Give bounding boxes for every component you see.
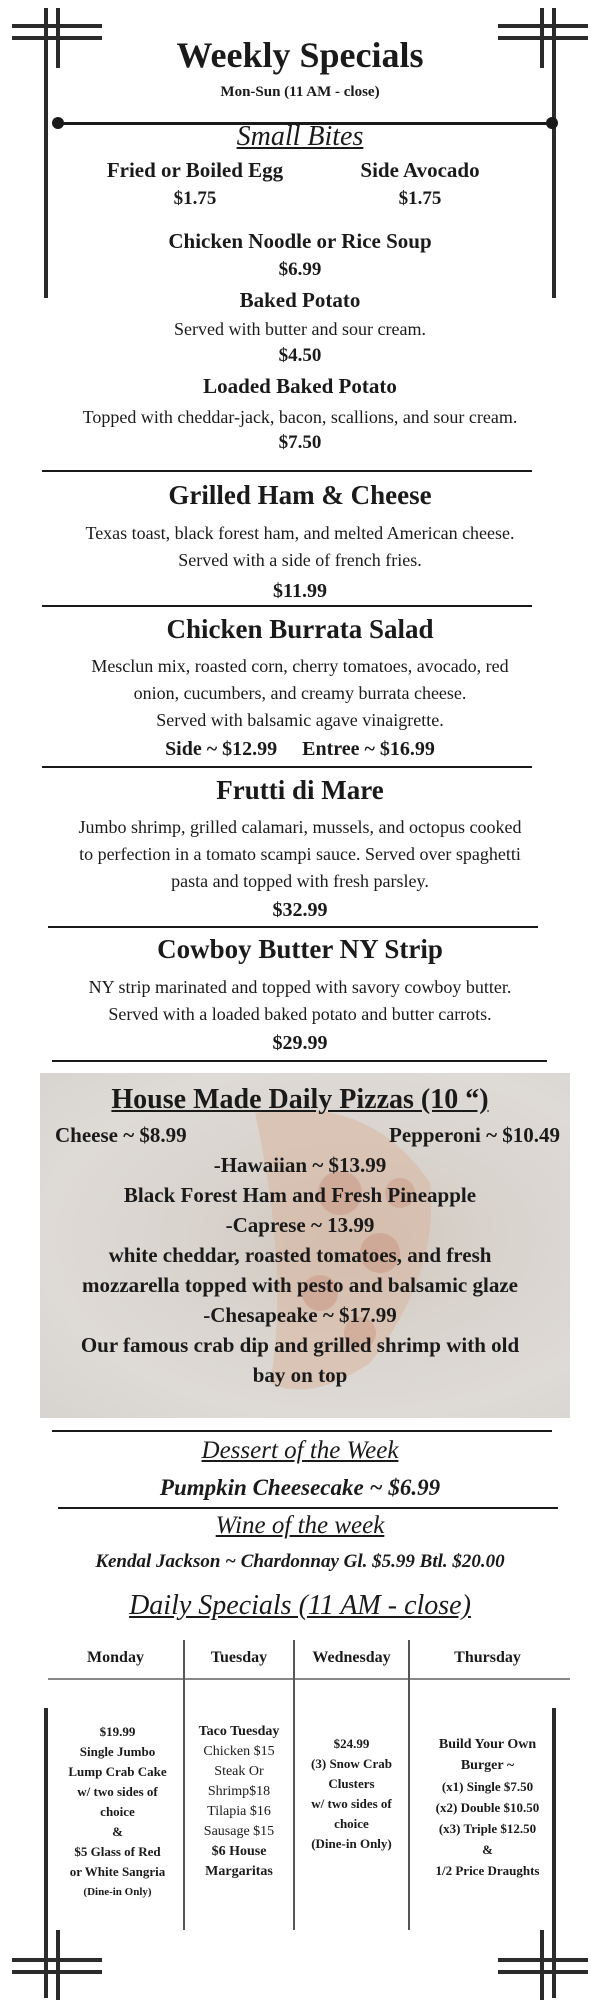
monday-line: (Dine-in Only) <box>83 1886 152 1898</box>
wednesday-line: (Dine-in Only) <box>311 1836 392 1851</box>
monday-line: w/ two sides of <box>77 1784 158 1799</box>
monday-special <box>52 1722 183 1902</box>
small-bites-heading: Small Bites <box>236 121 364 152</box>
pizza-line-3: -Caprese ~ 13.99 <box>225 1213 375 1237</box>
cowboy-name: Cowboy Butter NY Strip <box>157 934 443 964</box>
tuesday-line: Margaritas <box>205 1864 273 1879</box>
avocado-name: Side Avocado <box>360 158 480 182</box>
thursday-line: (x3) Triple $12.50 <box>438 1821 537 1836</box>
frutti-desc-3: pasta and topped with fresh parsley. <box>171 871 429 891</box>
egg-price: $1.75 <box>173 188 217 209</box>
frutti-price: $32.99 <box>272 899 328 921</box>
wednesday-line: Clusters <box>328 1776 375 1791</box>
dessert-item: Pumpkin Cheesecake ~ $6.99 <box>159 1475 441 1500</box>
thursday-line: Burger ~ <box>460 1758 515 1773</box>
monday-line: $5 Glass of Red <box>74 1844 161 1859</box>
divider <box>52 1430 552 1432</box>
thursday-line: & <box>482 1842 493 1857</box>
pizza-line-2: Black Forest Ham and Fresh Pineapple <box>123 1183 477 1207</box>
ham-price: $11.99 <box>273 580 327 602</box>
salad-desc-3: Served with balsamic agave vinaigrette. <box>156 710 444 730</box>
ham-name: Grilled Ham & Cheese <box>168 480 432 510</box>
tuesday-line: Steak Or <box>214 1764 264 1779</box>
loaded-potato-price: $7.50 <box>278 432 322 453</box>
salad-price: Side ~ $12.99 Entree ~ $16.99 <box>165 738 435 760</box>
cowboy-desc-2: Served with a loaded baked potato and butter carrots. <box>108 1004 492 1024</box>
monday-line: or White Sangria <box>69 1864 166 1879</box>
salad-desc-1: Mesclun mix, roasted corn, cherry tomatoes, avocado, red <box>91 656 509 676</box>
tuesday-line: Taco Tuesday <box>198 1724 280 1739</box>
pizza-line-1: -Hawaiian ~ $13.99 <box>213 1153 387 1177</box>
monday-line: & <box>112 1824 123 1839</box>
cowboy-price: $29.99 <box>272 1032 328 1054</box>
wednesday-special <box>295 1734 408 1854</box>
day-header-thursday: Thursday <box>454 1649 521 1666</box>
divider <box>42 470 532 472</box>
egg-name: Fried or Boiled Egg <box>106 158 284 182</box>
thursday-line: 1/2 Price Draughts <box>435 1863 540 1878</box>
pizza-pepperoni: Pepperoni ~ $10.49 <box>389 1123 560 1147</box>
thursday-special <box>410 1734 565 1881</box>
divider <box>58 1507 558 1509</box>
frutti-desc-2: to perfection in a tomato scampi sauce. Served over spaghetti <box>79 844 521 864</box>
divider <box>48 926 538 928</box>
page-subtitle: Mon-Sun (11 AM - close) <box>220 84 380 100</box>
divider <box>42 605 532 607</box>
wednesday-line: (3) Snow Crab <box>311 1756 392 1771</box>
soup-name: Chicken Noodle or Rice Soup <box>168 229 432 253</box>
pizza-line-8: bay on top <box>252 1363 348 1387</box>
frutti-desc-1: Jumbo shrimp, grilled calamari, mussels, and octopus cooked <box>78 817 522 837</box>
wednesday-line: choice <box>334 1816 369 1831</box>
wine-item: Kendal Jackson ~ Chardonnay Gl. $5.99 Btl. $20.00 <box>95 1551 505 1572</box>
pizza-line-7: Our famous crab dip and grilled shrimp with old <box>80 1333 520 1357</box>
soup-price: $6.99 <box>278 259 322 280</box>
tuesday-line: Tilapia $16 <box>207 1804 271 1819</box>
pizza-heading: House Made Daily Pizzas (10 “) <box>111 1084 489 1115</box>
tuesday-line: Shrimp$18 <box>207 1784 271 1799</box>
cowboy-desc-1: NY strip marinated and topped with savory cowboy butter. <box>88 977 512 997</box>
frutti-name: Frutti di Mare <box>216 775 384 805</box>
baked-potato-desc: Served with butter and sour cream. <box>174 319 426 339</box>
monday-line: $19.99 <box>99 1724 136 1739</box>
wednesday-line: $24.99 <box>333 1736 370 1751</box>
thursday-line: (x1) Single $7.50 <box>441 1779 534 1794</box>
pizza-line-5: mozzarella topped with pesto and balsamic glaze <box>82 1273 518 1297</box>
thursday-line: Build Your Own <box>438 1737 537 1752</box>
tuesday-special <box>185 1722 293 1882</box>
tuesday-line: Sausage $15 <box>203 1824 275 1839</box>
pizza-line-4: white cheddar, roasted tomatoes, and fresh <box>108 1243 492 1267</box>
avocado-price: $1.75 <box>398 188 442 209</box>
wednesday-line: w/ two sides of <box>311 1796 392 1811</box>
loaded-potato-desc: Topped with cheddar-jack, bacon, scallions, and sour cream. <box>82 407 518 427</box>
ham-desc-1: Texas toast, black forest ham, and melted American cheese. <box>85 523 515 543</box>
divider <box>52 1060 547 1062</box>
monday-line: Single Jumbo <box>79 1744 156 1759</box>
day-header-monday: Monday <box>87 1649 144 1666</box>
day-header-wednesday: Wednesday <box>312 1649 391 1666</box>
dessert-heading: Dessert of the Week <box>201 1437 399 1464</box>
loaded-potato-name: Loaded Baked Potato <box>203 374 397 398</box>
monday-line: choice <box>100 1804 135 1819</box>
tuesday-line: Chicken $15 <box>203 1744 275 1759</box>
page-title: Weekly Specials <box>176 35 424 75</box>
divider <box>42 766 532 768</box>
daily-heading: Daily Specials (11 AM - close) <box>129 1590 471 1621</box>
day-header-tuesday: Tuesday <box>210 1649 268 1666</box>
thursday-line: (x2) Double $10.50 <box>435 1800 540 1815</box>
baked-potato-price: $4.50 <box>278 345 322 366</box>
salad-name: Chicken Burrata Salad <box>166 614 434 644</box>
baked-potato-name: Baked Potato <box>239 288 361 312</box>
wine-heading: Wine of the week <box>215 1512 385 1539</box>
ham-desc-2: Served with a side of french fries. <box>178 550 422 570</box>
pizza-line-6: -Chesapeake ~ $17.99 <box>203 1303 397 1327</box>
monday-line: Lump Crab Cake <box>68 1764 167 1779</box>
pizza-cheese: Cheese ~ $8.99 <box>55 1123 187 1147</box>
tuesday-line: $6 House <box>211 1844 267 1859</box>
salad-desc-2: onion, cucumbers, and creamy burrata cheese. <box>133 683 467 703</box>
